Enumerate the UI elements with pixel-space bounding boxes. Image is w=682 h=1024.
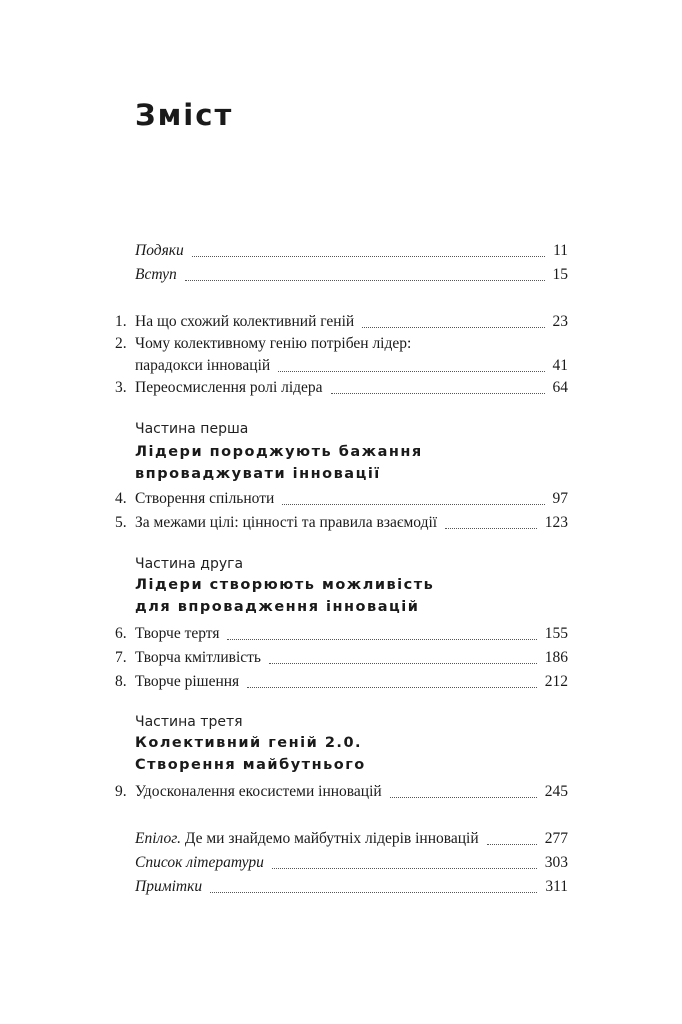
entry-page: 11	[553, 242, 568, 259]
entry-title: Творче тертя	[135, 625, 220, 642]
entry-title: Створення спільноти	[135, 490, 275, 507]
part-title-line: Створення майбутнього	[135, 757, 366, 773]
dot-leader	[282, 503, 544, 505]
entry-number: 2.	[115, 335, 127, 352]
toc-entry-acknowledgements[interactable]	[115, 242, 568, 264]
toc-entry-notes[interactable]	[115, 878, 568, 900]
entry-page: 64	[552, 379, 568, 396]
part-label: Частина перша	[135, 421, 249, 437]
part-label: Частина друга	[135, 556, 244, 572]
dot-leader	[445, 527, 537, 529]
dot-leader	[210, 891, 537, 893]
entry-title	[135, 830, 479, 848]
toc-entry-chapter-9[interactable]	[115, 783, 568, 805]
entry-number: 7.	[115, 649, 127, 666]
entry-page: 303	[544, 854, 568, 871]
toc-entry-chapter-1[interactable]	[115, 313, 568, 335]
entry-page: 311	[545, 878, 568, 895]
dot-leader	[269, 662, 537, 664]
part-title-line: для впровадження інновацій	[135, 599, 420, 615]
part-title-line: Лідери створюють можливість	[135, 577, 435, 593]
entry-page: 123	[544, 514, 568, 531]
entry-page: 245	[544, 783, 568, 800]
entry-title-continued: парадокси інновацій	[135, 357, 271, 374]
entry-page: 15	[552, 266, 568, 283]
entry-page: 23	[552, 313, 568, 330]
entry-number: 4.	[115, 490, 127, 507]
dot-leader	[272, 867, 537, 869]
entry-title: За межами цілі: цінності та правила взаємодії	[135, 514, 438, 531]
toc-entry-bibliography[interactable]	[115, 854, 568, 876]
entry-title: Удосконалення екосистеми інновацій	[135, 783, 382, 800]
toc-entry-chapter-6[interactable]	[115, 625, 568, 647]
part-title-line: Колективний геній 2.0.	[135, 735, 363, 751]
part-title-line: впроваджувати інновації	[135, 466, 381, 482]
entry-title: Вступ	[135, 266, 177, 283]
entry-page: 186	[544, 649, 568, 666]
dot-leader	[487, 843, 537, 845]
entry-title: Творча кмітливість	[135, 649, 261, 666]
entry-title: Список літератури	[135, 854, 264, 871]
dot-leader	[247, 686, 537, 688]
toc-entry-chapter-8[interactable]	[115, 673, 568, 695]
entry-page: 212	[544, 673, 568, 690]
entry-page: 277	[544, 830, 568, 847]
entry-number: 5.	[115, 514, 127, 531]
entry-title: Примітки	[135, 878, 203, 895]
entry-title: Подяки	[135, 242, 184, 259]
toc-entry-chapter-4[interactable]	[115, 490, 568, 512]
entry-number: 6.	[115, 625, 127, 642]
toc-entry-epilogue[interactable]	[115, 830, 568, 852]
toc-entry-chapter-3[interactable]	[115, 379, 568, 401]
toc-entry-introduction[interactable]	[115, 266, 568, 288]
entry-number: 1.	[115, 313, 127, 330]
part-label: Частина третя	[135, 714, 243, 730]
entry-number: 8.	[115, 673, 127, 690]
entry-title: Творче рішення	[135, 673, 240, 690]
entry-page: 41	[552, 357, 568, 374]
dot-leader	[185, 279, 545, 281]
dot-leader	[227, 638, 536, 640]
entry-title-rest: Де ми знайдемо майбутніх лідерів інновацій	[180, 830, 479, 847]
toc-entry-chapter-2[interactable]	[115, 357, 568, 379]
entry-number: 9.	[115, 783, 127, 800]
dot-leader	[278, 370, 544, 372]
entry-title-italic: Епілог.	[135, 830, 181, 847]
entry-page: 155	[544, 625, 568, 642]
entry-title: Чому колективному генію потрібен лідер:	[135, 335, 412, 352]
entry-title: На що схожий колективний геній	[135, 313, 355, 330]
toc-entry-chapter-2-line1[interactable]	[115, 335, 568, 357]
entry-page: 97	[552, 490, 568, 507]
toc-entry-chapter-7[interactable]	[115, 649, 568, 671]
toc-entry-chapter-5[interactable]	[115, 514, 568, 536]
part-title-line: Лідери породжують бажання	[135, 444, 423, 460]
entry-title: Переосмислення ролі лідера	[135, 379, 323, 396]
dot-leader	[362, 326, 544, 328]
dot-leader	[331, 392, 545, 394]
dot-leader	[192, 255, 545, 257]
dot-leader	[390, 796, 537, 798]
page-title: Зміст	[135, 98, 234, 132]
entry-number: 3.	[115, 379, 127, 396]
